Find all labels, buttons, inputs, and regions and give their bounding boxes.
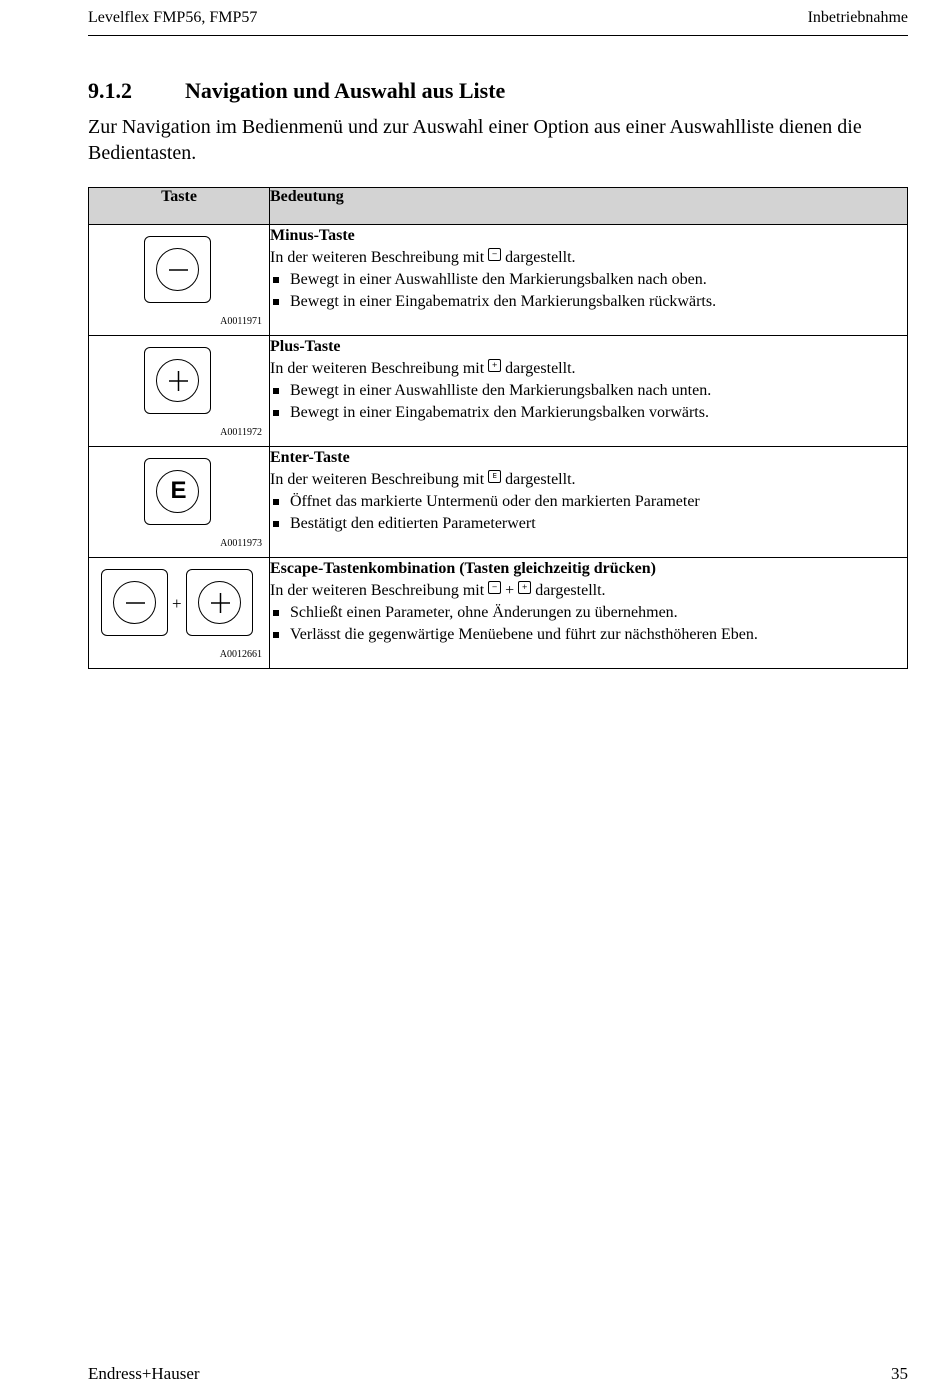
enter-key-letter: E xyxy=(170,477,187,504)
section-heading xyxy=(88,78,505,104)
plus-key-icon xyxy=(186,569,253,636)
enter-key-icon xyxy=(144,458,211,525)
key-description: In der weiteren Beschreibung mit − dargestellt. xyxy=(270,249,576,266)
page-number: 35 xyxy=(891,1364,908,1383)
list-item: Verlässt die gegenwärtige Menüebene und führt zur nächsthöheren Eben. xyxy=(270,624,907,646)
list-item: Bewegt in einer Auswahlliste den Markierungsbalken nach unten. xyxy=(270,380,907,402)
figure-code: A0011972 xyxy=(220,427,262,438)
minus-symbol-icon: − xyxy=(488,581,501,594)
list-item: Bewegt in einer Auswahlliste den Markierungsbalken nach oben. xyxy=(270,269,907,291)
table-row xyxy=(89,558,908,669)
plus-symbol-icon: + xyxy=(518,581,531,594)
section-number: 9.1.2 xyxy=(88,78,132,103)
plus-symbol-icon: + xyxy=(488,359,501,372)
minus-key-icon xyxy=(101,569,168,636)
combination-plus: + xyxy=(172,594,182,613)
list-item: Bestätigt den editierten Parameterwert xyxy=(270,513,907,535)
key-title: Plus-Taste xyxy=(270,338,341,355)
plus-key-icon xyxy=(144,347,211,414)
table-header-row xyxy=(89,188,908,225)
header-chapter: Inbetriebnahme xyxy=(807,9,908,26)
enter-symbol-icon: E xyxy=(488,470,501,483)
meaning-cell xyxy=(270,447,908,558)
meaning-cell xyxy=(270,225,908,336)
figure-code: A0011973 xyxy=(220,538,262,549)
minus-symbol-icon: − xyxy=(488,248,501,261)
footer-brand: Endress+Hauser xyxy=(88,1364,200,1383)
meaning-cell xyxy=(270,336,908,447)
key-figure-cell xyxy=(89,336,270,447)
header-product: Levelflex FMP56, FMP57 xyxy=(88,9,258,26)
key-description: In der weiteren Beschreibung mit + dargestellt. xyxy=(270,360,576,377)
table-row xyxy=(89,447,908,558)
key-figure-cell xyxy=(89,558,270,669)
list-item: Öffnet das markierte Untermenü oder den markierten Parameter xyxy=(270,491,907,513)
page-header xyxy=(88,6,908,36)
minus-key-icon xyxy=(144,236,211,303)
key-description: In der weiteren Beschreibung mit E dargestellt. xyxy=(270,471,576,488)
list-item: Schließt einen Parameter, ohne Änderungen zu übernehmen. xyxy=(270,602,907,624)
intro-paragraph: Zur Navigation im Bedienmenü und zur Auswahl einer Option aus einer Auswahlliste dienen die Bedientasten. xyxy=(88,116,862,164)
keys-table xyxy=(88,187,908,669)
column-header-meaning: Bedeutung xyxy=(270,188,908,225)
meaning-cell xyxy=(270,558,908,669)
key-title: Enter-Taste xyxy=(270,449,350,466)
key-figure-cell xyxy=(89,447,270,558)
list-item: Bewegt in einer Eingabematrix den Markierungsbalken vorwärts. xyxy=(270,402,907,424)
table-row xyxy=(89,336,908,447)
key-figure-cell xyxy=(89,225,270,336)
key-title: Minus-Taste xyxy=(270,227,355,244)
key-title: Escape-Tastenkombination (Tasten gleichzeitig drücken) xyxy=(270,560,656,577)
key-description: In der weiteren Beschreibung mit − + + dargestellt. xyxy=(270,582,606,599)
table-row xyxy=(89,225,908,336)
section-title: Navigation und Auswahl aus Liste xyxy=(185,78,506,103)
figure-code: A0012661 xyxy=(219,649,262,660)
figure-code: A0011971 xyxy=(220,316,262,327)
list-item: Bewegt in einer Eingabematrix den Markierungsbalken rückwärts. xyxy=(270,291,907,313)
column-header-key: Taste xyxy=(89,188,270,225)
